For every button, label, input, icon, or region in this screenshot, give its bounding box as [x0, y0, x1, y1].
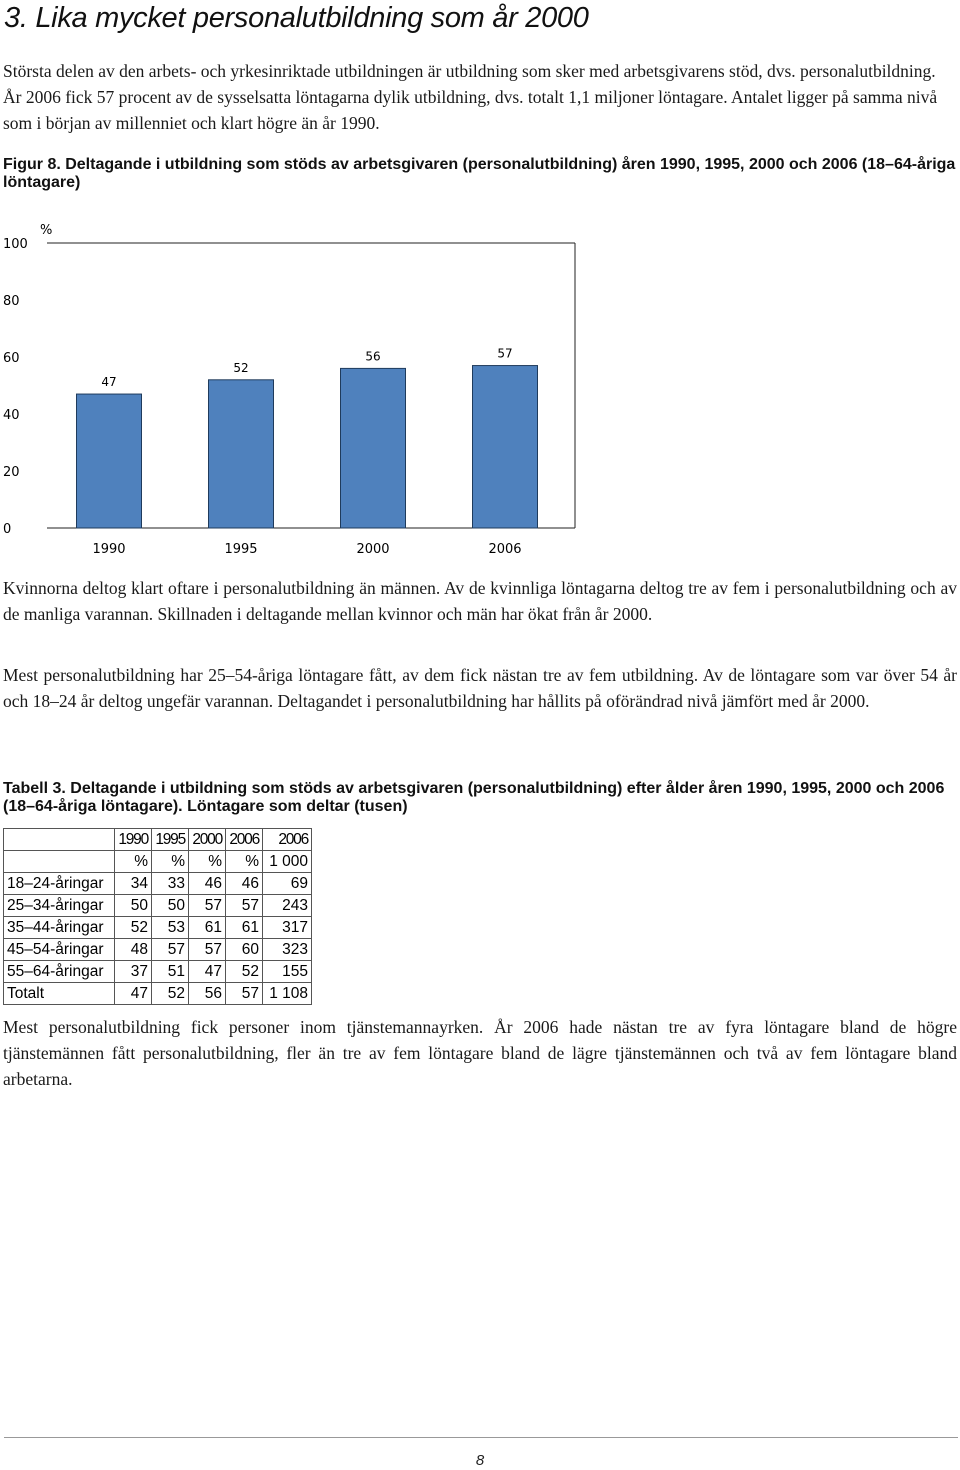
table-header-row-units — [4, 851, 312, 873]
y-tick-label: 60 — [3, 351, 20, 366]
table-header-unit: % — [152, 851, 189, 873]
table-cell: 53 — [152, 917, 189, 939]
y-axis-unit-label: % — [40, 223, 53, 238]
bar — [77, 394, 142, 528]
table-cell: 51 — [152, 961, 189, 983]
paragraph-gender: Kvinnorna deltog klart oftare i personalutbildning än männen. Av de kvinnliga löntagarna deltog tre av fem i personalutbildning och av de manliga varannan. Skillnaden i deltagande mellan kvinnor och män har ökat från år 2000. — [3, 578, 957, 624]
table-row-label: 18–24-åringar — [4, 873, 115, 895]
table-cell: 46 — [226, 873, 263, 895]
table-row — [4, 983, 312, 1005]
table-header-row-years — [4, 829, 312, 851]
table-cell: 57 — [189, 895, 226, 917]
x-tick-label: 2006 — [488, 542, 522, 557]
intro-paragraph: Största delen av den arbets- och yrkesinriktade utbildningen är utbildning som sker med arbetsgivarens stöd, dvs. personalutbildning. År 2006 fick 57 procent av de sysselsatta löntagarna dylik utbildning, dvs. totalt 1,1 miljoner löntagare. Antalet ligger på samma nivå som i början av millenniet och klart högre än år 1990. — [3, 61, 938, 133]
table-cell: 1 108 — [263, 983, 312, 1005]
bar-value-label: 56 — [365, 349, 381, 364]
table-row-label: 55–64-åringar — [4, 961, 115, 983]
table-cell: 50 — [115, 895, 152, 917]
table-corner-cell — [4, 829, 115, 851]
table-cell: 243 — [263, 895, 312, 917]
table-corner-cell — [4, 851, 115, 873]
figure-caption — [3, 156, 958, 192]
table-row — [4, 939, 312, 961]
table-caption-label: Tabell 3. — [3, 780, 66, 797]
x-tick-label: 1990 — [92, 542, 126, 557]
table-cell: 34 — [115, 873, 152, 895]
table-row-label: Totalt — [4, 983, 115, 1005]
table-row — [4, 917, 312, 939]
participation-table-wrapper — [3, 828, 312, 1005]
table-header-unit: % — [189, 851, 226, 873]
table-cell: 61 — [226, 917, 263, 939]
table-cell: 57 — [226, 983, 263, 1005]
table-header-unit: % — [226, 851, 263, 873]
table-cell: 52 — [226, 961, 263, 983]
table-cell: 323 — [263, 939, 312, 961]
table-header-year: 2000 — [189, 829, 226, 851]
bar — [473, 366, 538, 528]
table-caption — [3, 780, 958, 816]
paragraph-occupation: Mest personalutbildning fick personer inom tjänstemannayrken. År 2006 hade nästan tre av fyra löntagare bland de högre tjänstemännen fått personalutbildning, fler än tre av fem löntagare bland de lägre tjänstemännen och två av fem löntagare bland arbetarna. — [3, 1017, 957, 1089]
bar-value-label: 52 — [233, 360, 249, 375]
y-tick-label: 20 — [3, 465, 20, 480]
table-cell: 47 — [189, 961, 226, 983]
table-cell: 155 — [263, 961, 312, 983]
table-caption-text: Deltagande i utbildning som stöds av arbetsgivaren (personalutbildning) efter ålder åren 1990, 1995, 2000 och 2006 (18–64-åriga löntagare). Löntagare som deltar (tusen) — [3, 780, 945, 815]
table-row — [4, 873, 312, 895]
bar — [341, 368, 406, 528]
table-cell: 61 — [189, 917, 226, 939]
y-axis-ticks — [3, 237, 28, 537]
y-tick-label: 80 — [3, 294, 20, 309]
footer-divider — [4, 1437, 958, 1438]
table-row — [4, 961, 312, 983]
bars-group — [77, 347, 538, 557]
table-cell: 46 — [189, 873, 226, 895]
table-header-unit: 1 000 — [263, 851, 312, 873]
table-cell: 50 — [152, 895, 189, 917]
table-cell: 52 — [115, 917, 152, 939]
table-cell: 56 — [189, 983, 226, 1005]
table-row-label: 25–34-åringar — [4, 895, 115, 917]
table-cell: 57 — [226, 895, 263, 917]
table-header-unit: % — [115, 851, 152, 873]
figure-caption-label: Figur 8. — [3, 156, 61, 173]
table-cell: 37 — [115, 961, 152, 983]
bar-chart — [0, 218, 600, 563]
table-cell: 47 — [115, 983, 152, 1005]
table-row-label: 35–44-åringar — [4, 917, 115, 939]
table-cell: 48 — [115, 939, 152, 961]
participation-table — [3, 828, 312, 1005]
table-cell: 57 — [152, 939, 189, 961]
table-cell: 52 — [152, 983, 189, 1005]
table-cell: 57 — [189, 939, 226, 961]
x-tick-label: 2000 — [356, 542, 390, 557]
table-header-year: 1995 — [152, 829, 189, 851]
table-header-year: 2006 — [263, 829, 312, 851]
table-row-label: 45–54-åringar — [4, 939, 115, 961]
y-tick-label: 100 — [3, 237, 28, 252]
table-cell: 60 — [226, 939, 263, 961]
bar — [209, 380, 274, 528]
y-tick-label: 0 — [3, 522, 12, 537]
table-header-year: 1990 — [115, 829, 152, 851]
figure-caption-text: Deltagande i utbildning som stöds av arbetsgivaren (personalutbildning) åren 1990, 1995, 2000 och 2006 (18–64-åriga löntagare) — [3, 156, 956, 191]
bar-value-label: 57 — [497, 346, 513, 361]
bar-value-label: 47 — [101, 375, 117, 390]
table-cell: 317 — [263, 917, 312, 939]
y-tick-label: 40 — [3, 408, 20, 423]
page-number: 8 — [475, 1452, 485, 1469]
table-header-year: 2006 — [226, 829, 263, 851]
table-row — [4, 895, 312, 917]
table-cell: 33 — [152, 873, 189, 895]
table-cell: 69 — [263, 873, 312, 895]
page-heading: 3. Lika mycket personalutbildning som år 2000 — [4, 2, 589, 34]
paragraph-age: Mest personalutbildning har 25–54-åriga löntagare fått, av dem fick nästan tre av fem utbildning. Av de löntagare som var över 54 år och 18–24 år deltog ungefär varannan. Deltagandet i personalutbildning har hållits på oförändrad nivå jämfört med år 2000. — [3, 665, 957, 711]
x-tick-label: 1995 — [224, 542, 258, 557]
